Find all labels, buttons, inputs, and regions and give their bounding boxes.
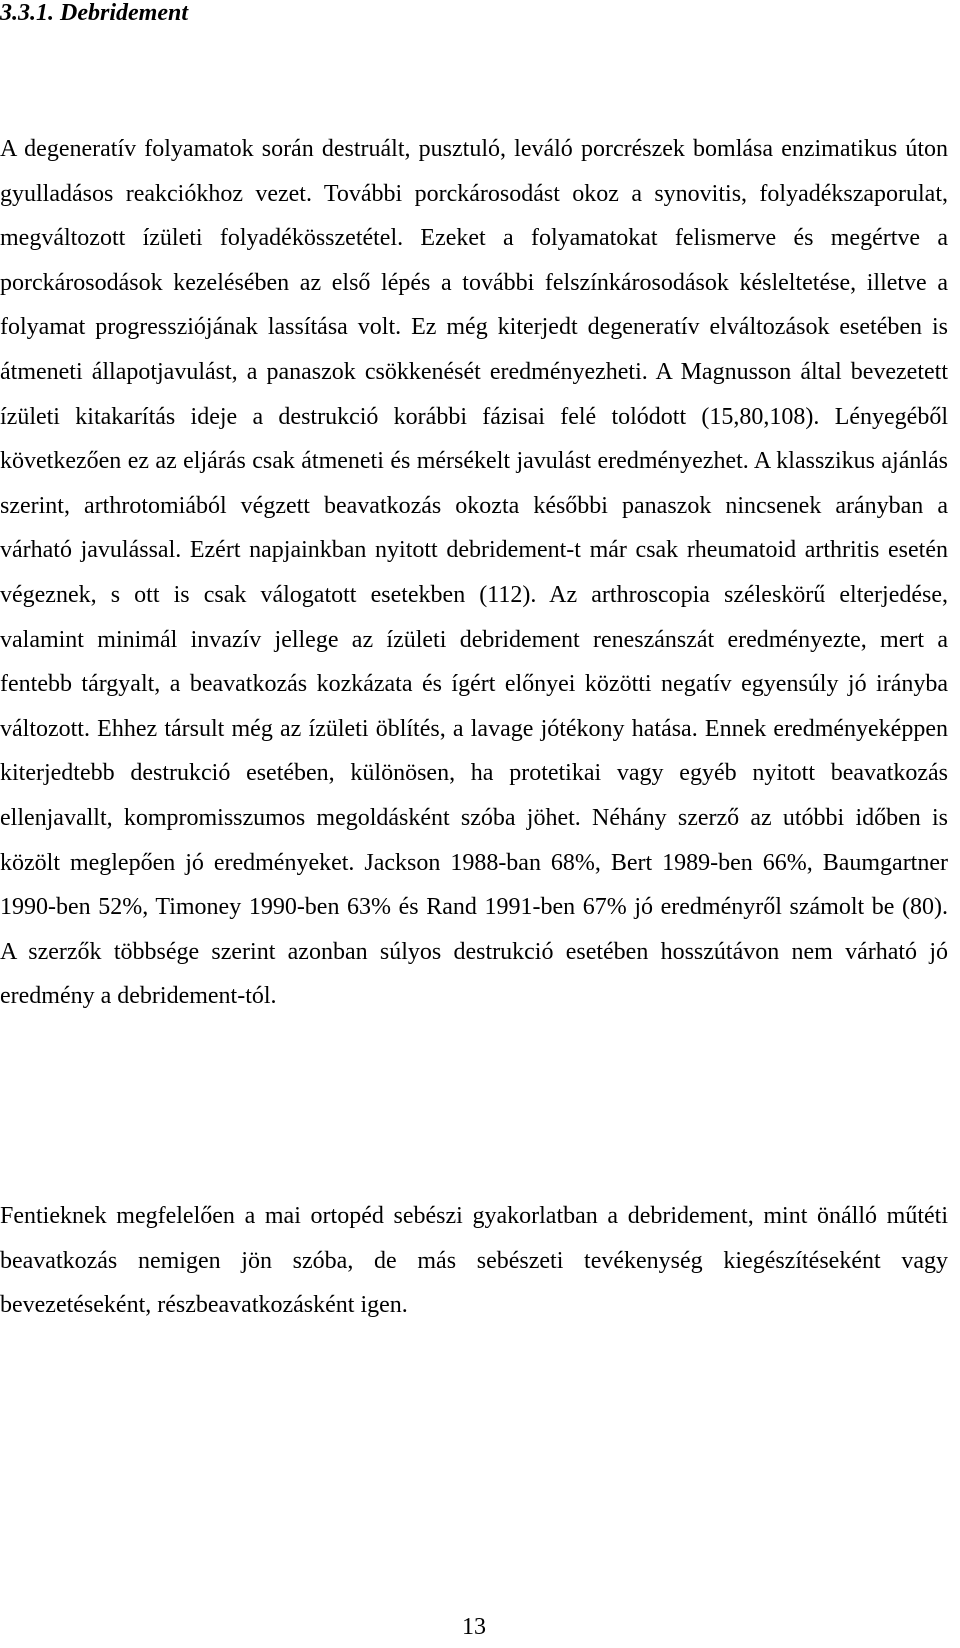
- page-number: 13: [462, 1614, 486, 1640]
- body-paragraph-2: Fentieknek megfelelően a mai ortopéd sebészi gyakorlatban a debridement, mint önálló műtéti beavatkozás nemigen jön szóba, de más sebészeti tevékenység kiegészítéseként vagy bevezetéseként, részbeavatkozásként igen.: [0, 1203, 948, 1319]
- body-paragraph-1: A degeneratív folyamatok során destruált, pusztuló, leváló porcrészek bomlása enzimatikus úton gyulladásos reakciókhoz vezet. További porckárosodást okoz a synovitis, folyadékszaporulat, megváltozott ízületi folyadékösszetétel. Ezeket a folyamatokat felismerve és megértve a porckárosodások kezelésében az első lépés a további felszínkárosodások késleltetése, illetve a folyamat progressziójának lassítása volt. Ez még kiterjedt degeneratív elváltozások esetében is átmeneti állapotjavulást, a panaszok csökkenését eredményezheti. A Magnusson által bevezetett ízületi kitakarítás ideje a destrukció korábbi fázisai felé tolódott (15,80,108). Lényegéből következően ez az eljárás csak átmeneti és mérsékelt javulást eredményezhet. A klasszikus ajánlás szerint, arthrotomiából végzett beavatkozás okozta későbbi panaszok nincsenek arányban a várható javulással. Ezért napjainkban nyitott debridement-t már csak rheumatoid arthritis esetén végeznek, s ott is csak válogatott esetekben (112). Az arthroscopia széleskörű elterjedése, valamint minimál invazív jellege az ízületi debridement reneszánszát eredményezte, mert a fentebb tárgyalt, a beavatkozás kozkázata és ígért előnyei közötti negatív egyensúly jó irányba változott. Ehhez társult még az ízületi öblítés, a lavage jótékony hatása. Ennek eredményeképpen kiterjedtebb destrukció esetében, különösen, ha protetikai vagy egyéb nyitott beavatkozás ellenjavallt, kompromisszumos megoldásként szóba jöhet. Néhány szerző az utóbbi időben is közölt meglepően jó eredményeket. Jackson 1988-ban 68%, Bert 1989-ben 66%, Baumgartner 1990-ben 52%, Timoney 1990-ben 63% és Rand 1991-ben 67% jó eredményről számolt be (80). A szerzők többsége szerint azonban súlyos destrukció esetében hosszútávon nem várható jó eredmény a debridement-tól.: [0, 136, 948, 1010]
- section-heading: 3.3.1. Debridement: [0, 0, 188, 26]
